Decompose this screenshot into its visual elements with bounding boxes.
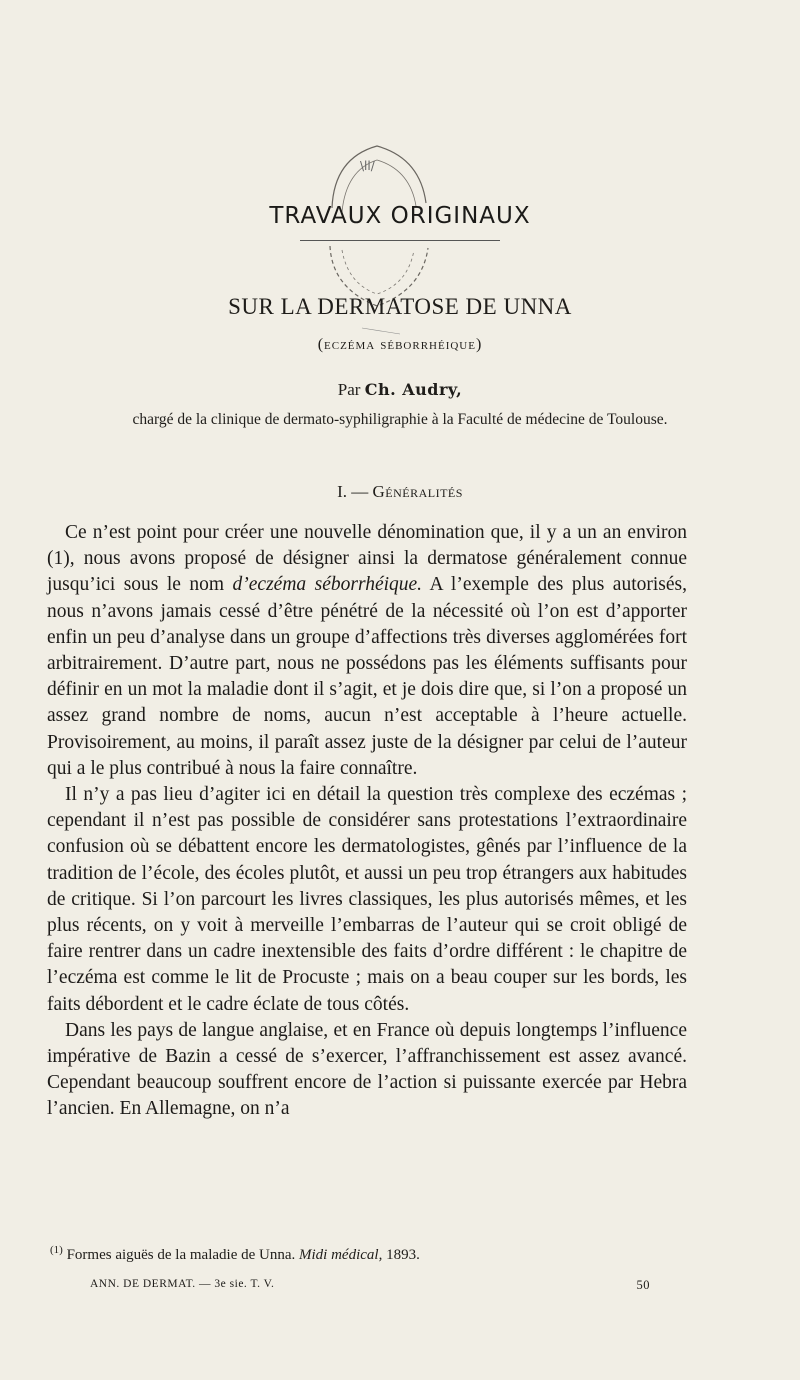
footnote-text-a: Formes aiguës de la maladie de Unna. bbox=[62, 1247, 300, 1263]
author-name: Ch. Audry, bbox=[364, 380, 463, 399]
heading-rule bbox=[300, 240, 500, 241]
paragraph-1 bbox=[47, 520, 687, 782]
author-affiliation: chargé de la clinique de dermato-syphiligraphie à la Faculté de médecine de Toulouse. bbox=[132, 411, 668, 428]
footnote bbox=[50, 1244, 710, 1264]
footnote-text-b: 1893. bbox=[382, 1247, 420, 1263]
svg-text:\ll/: \ll/ bbox=[360, 159, 375, 173]
running-footer bbox=[90, 1278, 650, 1290]
author-line bbox=[0, 380, 800, 400]
author-prefix: Par bbox=[337, 380, 361, 399]
article-title: SUR LA DERMATOSE DE UNNA bbox=[228, 294, 572, 319]
paragraph-2: Il n’y a pas lieu d’agiter ici en détail la question très complexe des eczémas ; cependant il n’est pas possible de considérer sans protestations l’extraordinaire confusion où se débattent encore les dermatologistes, gênés par l’influence de la tradition de l’école, des écoles plutôt, et aussi un peu trop étrangers aux habitudes de critique. Si l’on parcourt les livres classiques, les plus autorisés mêmes, et les plus récents, on y voit à merveille l’embarras de l’auteur qui se croit obligé de faire rentrer dans un cadre inextensible des faits d’ordre différent : le chapitre de l’eczéma est comme le lit de Procuste ; mais on a beau couper sur les bords, les faits débordent et le cadre éclate de tous côtés. bbox=[47, 784, 687, 1015]
paragraph-1-text-b: A l’exemple des plus autorisés, nous n’avons jamais cessé d’être pénétré de la nécessité où l’on est d’apporter enfin un peu d’analyse dans un groupe d’affections très diverses agglomérées fort arbitrairement. D’autre part, nous ne possédons pas les éléments suffisants pour définir en un mot la maladie dont il s’agit, et je dois dire que, si l’on a proposé un assez grand nombre de noms, aucun n’est acceptable à l’heure actuelle. Provisoirement, au moins, il paraît assez juste de la désigner par celui de l’auteur qui a le plus contribué à nous la faire connaître. bbox=[47, 574, 687, 779]
chapter-title: Généralités bbox=[372, 482, 463, 501]
article-subtitle: (eczéma séborrhéique) bbox=[317, 336, 483, 353]
paragraph-1-emphasis: d’eczéma séborrhéique. bbox=[232, 574, 423, 596]
article-body bbox=[47, 520, 687, 1123]
footnote-source: Midi médical, bbox=[299, 1247, 383, 1263]
footnote-marker: (1) bbox=[50, 1244, 63, 1256]
paragraph-1-text-a: Ce n’est point pour créer une nouvelle dénomination que, il y a un an environ (1), nous avons proposé de désigner ainsi la dermatose généralement connue jusqu’ici sous le nom bbox=[47, 522, 687, 596]
journal-reference: ANN. DE DERMAT. — 3e sie. T. V. bbox=[90, 1278, 275, 1290]
section-heading: TRAVAUX ORIGINAUX bbox=[269, 203, 531, 229]
chapter-heading bbox=[0, 482, 800, 502]
chapter-number: I. — bbox=[337, 482, 369, 501]
paragraph-3: Dans les pays de langue anglaise, et en France où depuis longtemps l’influence impérative de Bazin a cessé de s’exercer, l’affranchissement est assez avancé. Cependant beaucoup souffrent encore de l’action si puissante exercée par Hebra l’ancien. En Allemagne, on n’a bbox=[47, 1019, 687, 1120]
page-number: 50 bbox=[636, 1278, 650, 1292]
